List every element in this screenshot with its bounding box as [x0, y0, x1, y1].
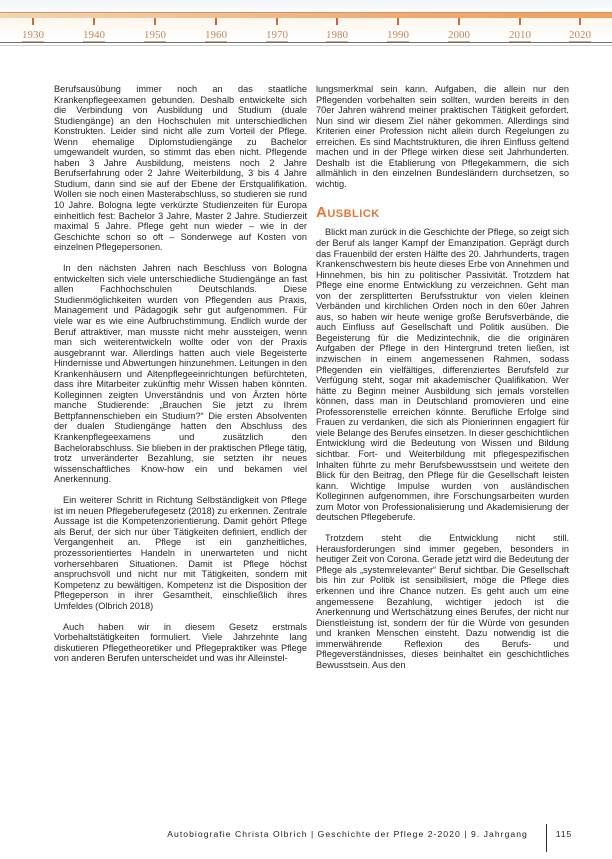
timeline-decade-1950 — [136, 18, 174, 43]
timeline-year-label: 1950 — [144, 29, 166, 41]
decade-timeline — [0, 0, 612, 48]
timeline-year-label: 2000 — [448, 29, 470, 41]
paragraph-continuation: Berufsausübung immer noch an das staatliche Krankenpflegeexamen gebunden. Deshalb entwickelte sich die Verbindung von Ausbildung und Studium (duale Studiengänge) an den Hochschulen mit unterschiedlichen Konstrukten. Leider sind nicht alle zum Vorteil der Pflege. Wenn ehemalige Diplomstudiengänge zu Bachelor umgewandelt wurden, so stimmt das eben nicht. Pflegende haben 3 Jahre Ausbildung, meistens noch 2 Jahre Berufserfahrung oder 2 Jahre Weiterbildung, 3 bis 4 Jahre Studium, dann sind sie auf der Ebene der Erstqualifikation. Wollen sie noch einen Masterabschluss, so studieren sie rund 10 Jahre. Bologna legte verkürzte Studienzeiten für Europa einheitlich fest: Bachelor 3 Jahre, Master 2 Jahre. Studierzeit maximal 5 Jahre. Pflege geht nun wieder – wie in der Geschichte schon so oft – Sonderwege auf Kosten von einzelnen Pflegepersonen. — [54, 84, 307, 253]
timeline-decade-1930 — [14, 18, 52, 43]
timeline-year-label: 2010 — [509, 29, 531, 41]
article-body — [54, 84, 569, 670]
timeline-decade-1960 — [197, 18, 235, 43]
paragraph: Ein weiterer Schritt in Richtung Selbständigkeit von Pflege ist im neuen Pflegeberufegesetz (2018) zu erkennen. Zentrale Aussage ist die Kompetenzorientierung. Damit gehört Pflege als Beruf, der sich nur über Tätigkeiten definiert, endlich der Vergangenheit an. Pflege ist ein ganzheitliches, prozessorientiertes Handeln in unerwarteten und nicht vorhersehbaren Situationen. Damit ist Pflege höchst anspruchsvoll und nicht nur mit Tätigkeiten, sondern mit Kompetenz zu bewältigen. Kompetenz ist die Disposition der Pflegeperson in ihrer Gesamtheit, einschließlich ihres Umfeldes (Olbrich 2018) — [54, 495, 307, 611]
column-left — [54, 84, 307, 670]
timeline-year-label: 1940 — [83, 29, 105, 41]
timeline-background — [0, 0, 612, 12]
timeline-tick-icon — [519, 18, 521, 25]
timeline-decade-1980 — [318, 18, 356, 43]
timeline-tick-icon — [32, 18, 34, 25]
timeline-tick-icon — [579, 18, 581, 25]
timeline-tick-icon — [154, 18, 156, 25]
timeline-tick-icon — [93, 18, 95, 25]
section-heading-ausblick: Ausblick — [316, 204, 380, 222]
running-title: Autobiografie Christa Olbrich | Geschichte der Pflege 2-2020 | 9. Jahrgang — [167, 829, 528, 839]
timeline-tick-icon — [215, 18, 217, 25]
footer-divider — [546, 824, 547, 852]
paragraph: Auch haben wir in diesem Gesetz erstmals Vorbehaltstätigkeiten formuliert. Viele Jahrzehnte lang diskutieren Pflegetheoretiker und Pflegepraktiker was Pflege von anderen Berufen unterscheidet und was ihr Alleinstel- — [54, 621, 307, 664]
timeline-tick-icon — [458, 18, 460, 25]
page-number: 115 — [555, 829, 572, 839]
timeline-decade-1990 — [379, 18, 417, 43]
timeline-year-label: 2020 — [569, 29, 591, 41]
timeline-decade-1940 — [75, 18, 113, 43]
timeline-year-label: 1960 — [205, 29, 227, 41]
timeline-rule — [0, 42, 612, 43]
page-footer — [0, 824, 572, 854]
timeline-year-label: 1930 — [22, 29, 44, 41]
timeline-year-label: 1980 — [326, 29, 348, 41]
paragraph: Blickt man zurück in die Geschichte der Pflege, so zeigt sich der Beruf als langer Kampf der Emanzipation. Geprägt durch das Frauenbild der ersten Hälfte des 20. Jahrhunderts, tragen Krankenschwestern bis heute dieses Erbe von Annehmen und Hinnehmen, bis hin zu politischer Passivität. Trotzdem hat Pflege eine enorme Entwicklung zu verzeichnen. Geht man von der zersplitterten Berufsstruktur von vielen kleinen Verbänden und kirchlichen Orden noch in den 60er Jahren aus, so haben wir heute wenige große Berufsverbände, die auch Einfluss auf Gesellschaft und Politik ausüben. Die Begeisterung für die Medizintechnik, die die originären Aufgaben der Pflege in den Hintergrund treten ließen, ist inzwischen in einem angemessenen Rahmen, sodass Pflegenden ein vielfältiges, differenziertes Berufsfeld zur Verfügung steht, sogar mit akademischer Qualifikation. Wer hätte zu Beginn meiner Ausbildung sich jemals vorstellen können, dass man in Deutschland promovieren und eine Professorenstelle erreichen könnte. Berufliche Erfolge sind Frauen zu verdanken, die sich als Pionierinnen engagiert für viele Belange des Berufes einsetzen. In dieser geschichtlichen Entwicklung wird die Bedeutung von Wissen und Bildung sichtbar. Fort- und Weiterbildung mit pflegespezifischen Inhalten führte zu mehr Berufsbewusstsein und weitete den Blick für den Beitrag, den Pflege für die Gesellschaft leisten kann. Wichtige Impulse wurden von ausländischen Kolleginnen aufgenommen, ihre Forschungsarbeiten wurden zum Motor von Professionalisierung und Akademisierung der deutschen Pflegeberufe. — [316, 227, 569, 523]
paragraph: In den nächsten Jahren nach Beschluss von Bologna entwickelten sich viele unterschiedliche Studiengänge an fast allen Fachhochschulen Deutschlands. Diese Studienmöglichkeiten wurden von Pflegenden aus Praxis, Management und Pädagogik sehr gut aufgenommen. Für viele war es wie eine Aufbruchstimmung. Endlich wurde der Beruf attraktiver, man musste nicht mehr aussteigen, wenn man sich weiterentwickeln wollte oder von der Praxis ausgebrannt war. Allerdings hatten auch viele Begeisterte Hindernisse und Abwertungen hinzunehmen. Leitungen in den Krankenhäusern und Altenpflegeeinrichtungen befürchteten, dass ihre Mitarbeiter zukünftig mehr Wissen haben könnten. Kolleginnen zeigten Unverständnis und von Ärzten hörte manche Studierende: „Brauchen Sie jetzt zu Ihrem Bettpfannenschieben ein Studium?“ Die ersten Absolventen der dualen Studiengänge hatten den Abschluss des Krankenpflegeexamens und zusätzlich den Bachelorabschluss. Sie blieben in der praktischen Pflege tätig, trotz unveränderter Bezahlung, sie setzten ihr neues wissenschaftliches Know-how ein und bekamen viel Anerkennung. — [54, 263, 307, 485]
paragraph: Trotzdem steht die Entwicklung nicht still. Herausforderungen sind immer gegeben, besonders in heutiger Zeit von Corona. Gerade jetzt wird die Bedeutung der Pflege als „systemrelevanter“ Beruf sichtbar. Die Gesellschaft bis hin zur Politik ist sensibilisiert, möge die Pflege dies erkennen und ihre Chance nutzen. Es geht auch um eine angemessene Bezahlung, wichtiger jedoch ist die Anerkennung und Wertschätzung eines Berufes, der nicht nur Dienstleistung ist, sondern der für die Würde von gesunden und kranken Menschen einsteht. Dazu notwendig ist die immerwährende Reflexion des Berufs- und Pflegeverständnisses, dieses beinhaltet ein geschichtliches Bewusstsein. Aus den — [316, 533, 569, 670]
timeline-tick-icon — [397, 18, 399, 25]
timeline-decade-2020 — [561, 18, 599, 43]
paragraph-continuation: lungsmerkmal sein kann. Aufgaben, die allein nur den Pflegenden vorbehalten sein sollten, wurden bereits in den 70er Jahren während meiner praktischen Tätigkeit gefordert. Nun sind wir diesem Ziel näher gekommen. Allerdings sind Kriterien einer Profession nicht allein durch Regelungen zu erreichen. Es sind Machtstrukturen, die ihren Einfluss geltend machen und in der Pflege wirken diese seit Jahrhunderten. Deshalb ist die Etablierung von Pflegekammern, die sich allmählich in den einzelnen Bundesländern durchsetzen, so wichtig. — [316, 84, 569, 189]
timeline-decade-2000 — [440, 18, 478, 43]
timeline-year-label: 1970 — [266, 29, 288, 41]
timeline-year-label: 1990 — [387, 29, 409, 41]
timeline-decade-1970 — [258, 18, 296, 43]
timeline-decade-2010 — [501, 18, 539, 43]
timeline-tick-icon — [276, 18, 278, 25]
timeline-tick-icon — [336, 18, 338, 25]
column-right — [316, 84, 569, 670]
timeline-rule-secondary — [0, 45, 612, 46]
